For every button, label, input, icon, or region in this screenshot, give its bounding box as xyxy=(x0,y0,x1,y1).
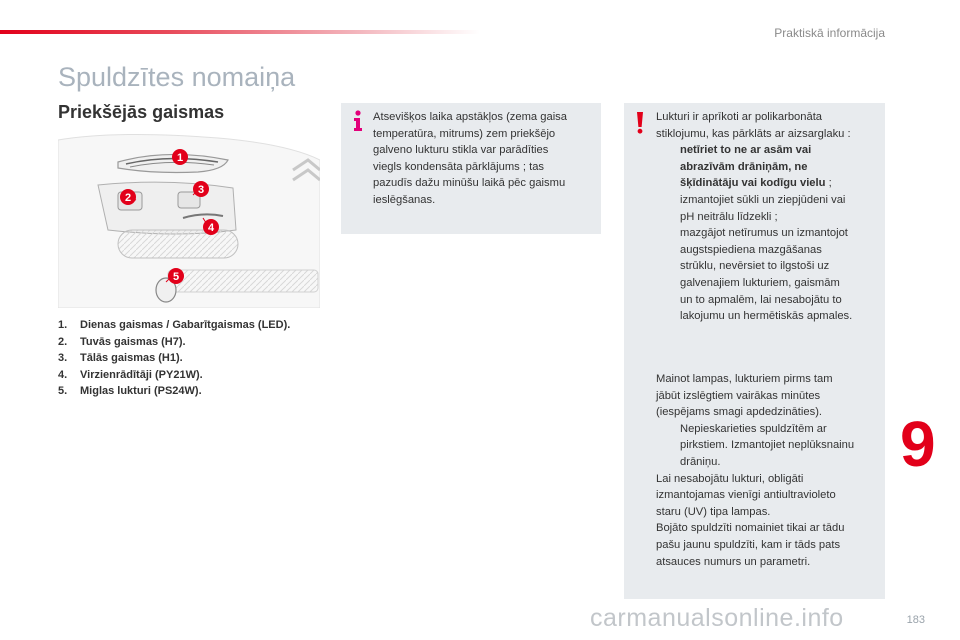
bulb-legend xyxy=(58,317,290,400)
callout-4 xyxy=(203,219,219,235)
page-number: 183 xyxy=(906,614,925,626)
callout-3 xyxy=(193,181,209,197)
info-icon xyxy=(351,110,365,132)
callout-2 xyxy=(120,189,136,205)
svg-text:2: 2 xyxy=(124,192,132,204)
warning-icon xyxy=(636,112,644,134)
list-item: izmantojiet sūkli un ziepjūdeni vai pH neitrālu līdzekli ; xyxy=(680,193,846,223)
list-item: Nepieskarieties spuldzītēm ar pirkstiem. Izmantojiet neplūksnainu drāniņu. xyxy=(680,422,855,468)
warning-box xyxy=(624,103,885,599)
warning-text-block-1: Lukturi ir aprīkoti ar polikarbonāta stiklojumu, kas pārklāts ar aizsarglaku : netīriet to ne ar asām vai abrazīvām drāniņām, ne šķīdinātāju vai kodīgu vielu ; izmantojiet sūkli un ziepjūdeni vai pH neitrālu līdzekli ; mazgājot netīrumus un izmantojot augstspiediena mazgāšanas strūklu, nevērsiet to ilgstoši uz galvenajiem lukturiem, gaismām un to apmalēm, lai nesabojātu to lakojumu un hermētiskās apmales. xyxy=(656,109,878,325)
watermark: carmanualsonline.info xyxy=(590,604,844,632)
svg-text:5: 5 xyxy=(172,271,180,283)
list-item: mazgājot netīrumus un izmantojot augstspiediena mazgāšanas strūklu, nevērsiet to ilgstoši uz galvenajiem lukturiem, gaismām un to apmalēm, lai nesabojātu to lakojumu un hermētiskās apmales. xyxy=(680,227,853,323)
subsection-title: Priekšējās gaismas xyxy=(58,102,225,122)
warning-text-block-2: Mainot lampas, lukturiem pirms tam jābūt izslēgtiem vairākas minūtes (iespējams smagi apdedzināties). Nepieskarieties spuldzītēm ar pirkstiem. Izmantojiet neplūksnainu drāniņu. Lai nesabojātu lukturi, obligāti izmantojamas vienīgi antiultravioleto staru (UV) tipa lampas. Bojāto spuldzīti nomainiet tikai ar tādu pašu jaunu spuldzīti, kam ir tāds pats atsauces numurs un parametri. xyxy=(656,371,878,570)
svg-text:1: 1 xyxy=(176,152,184,164)
chapter-number: 9 xyxy=(900,408,936,480)
callout-1 xyxy=(172,149,188,165)
svg-text:3: 3 xyxy=(197,184,205,196)
legend-item: 5. Miglas lukturi (PS24W). xyxy=(58,385,202,397)
headlamp-illustration xyxy=(58,130,320,308)
svg-text:4: 4 xyxy=(207,222,215,234)
info-box xyxy=(341,103,601,234)
header-accent-bar xyxy=(0,30,480,34)
legend-item: 2. Tuvās gaismas (H7). xyxy=(58,335,186,348)
legend-item: 4. Virzienrādītāji (PY21W). xyxy=(58,368,203,381)
legend-item: 1. Dienas gaismas / Gabarītgaismas (LED). xyxy=(58,319,291,331)
chapter-title: Praktiskā informācija xyxy=(774,26,885,40)
info-text: Atsevišķos laika apstākļos (zema gaisa temperatūra, mitrums) zem priekšējo galveno lukturu stikla var parādīties viegls kondensāta pārklājums ; tas pazudīs dažu minūšu laikā pēc gaismu ieslēgšanas. xyxy=(373,111,568,206)
legend-item: 3. Tālās gaismas (H1). xyxy=(58,352,183,364)
section-title: Spuldzītes nomaiņa xyxy=(58,62,296,92)
callout-5 xyxy=(168,268,184,284)
list-item: netīriet to ne ar asām vai abrazīvām drāniņām, ne šķīdinātāju vai kodīgu vielu ; xyxy=(680,144,832,190)
